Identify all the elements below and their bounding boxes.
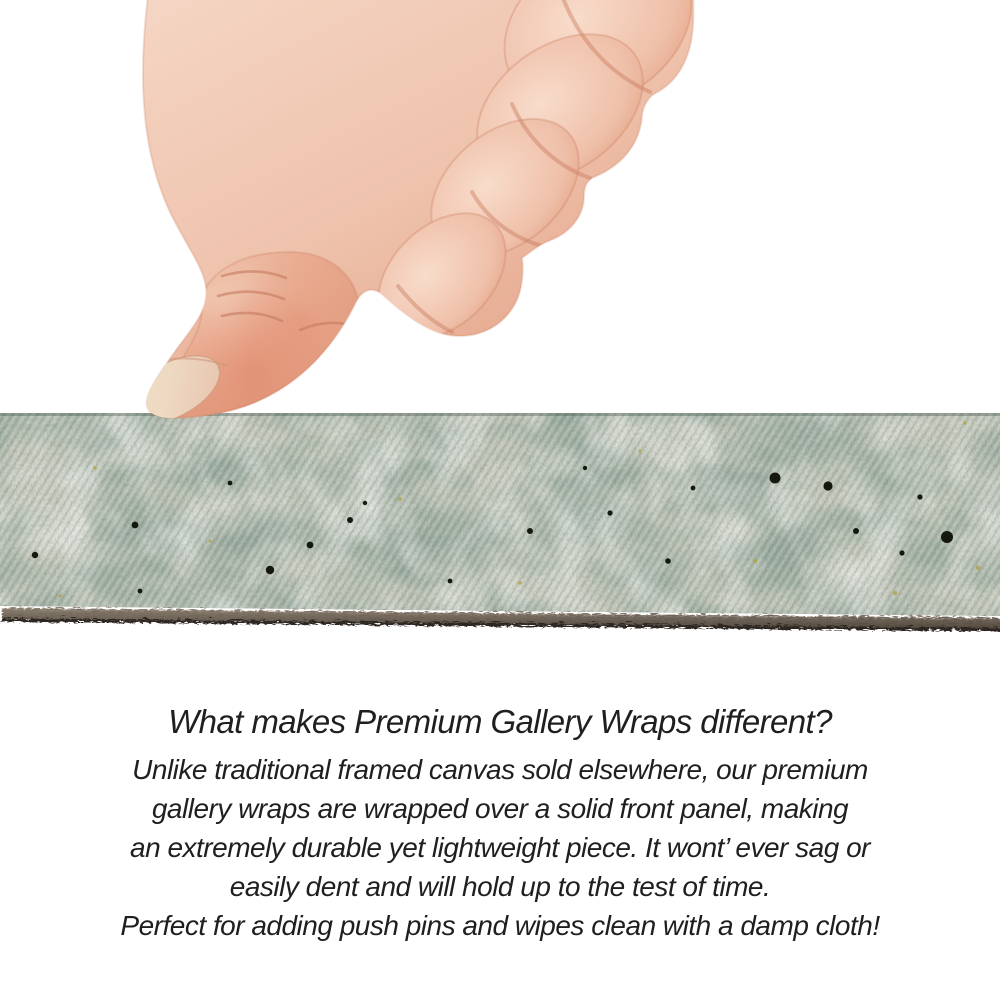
description-line-5: Perfect for adding push pins and wipes clean with a damp cloth! <box>120 910 880 941</box>
thumb-tip-flush <box>164 284 340 440</box>
canvas-yellow-flecks <box>58 421 980 597</box>
thumb-tip-flush2 <box>230 250 370 390</box>
description-line-4: easily dent and will hold up to the test of time. <box>229 871 771 902</box>
thumb-nail <box>113 342 230 439</box>
thumb-wrinkles <box>218 271 354 330</box>
canvas-bevel-edge <box>0 606 1000 629</box>
thumb <box>152 252 358 418</box>
finger-creases <box>398 0 650 332</box>
heading: What makes Premium Gallery Wraps different? <box>168 703 832 740</box>
canvas-edge-photo <box>0 413 1000 632</box>
description-line-3: an extremely durable yet lightweight piece. It wont’ ever sag or <box>130 832 870 863</box>
hand-photo <box>0 0 1000 440</box>
description-line-2: gallery wraps are wrapped over a solid front panel, making <box>151 793 849 824</box>
curled-fingers <box>354 0 722 363</box>
canvas-face <box>0 413 1000 618</box>
description-text-block <box>0 701 1000 945</box>
description-line-1: Unlike traditional framed canvas sold elsewhere, our premium <box>132 754 868 785</box>
canvas-dark-specks <box>32 466 953 594</box>
hand-silhouette <box>143 0 693 418</box>
